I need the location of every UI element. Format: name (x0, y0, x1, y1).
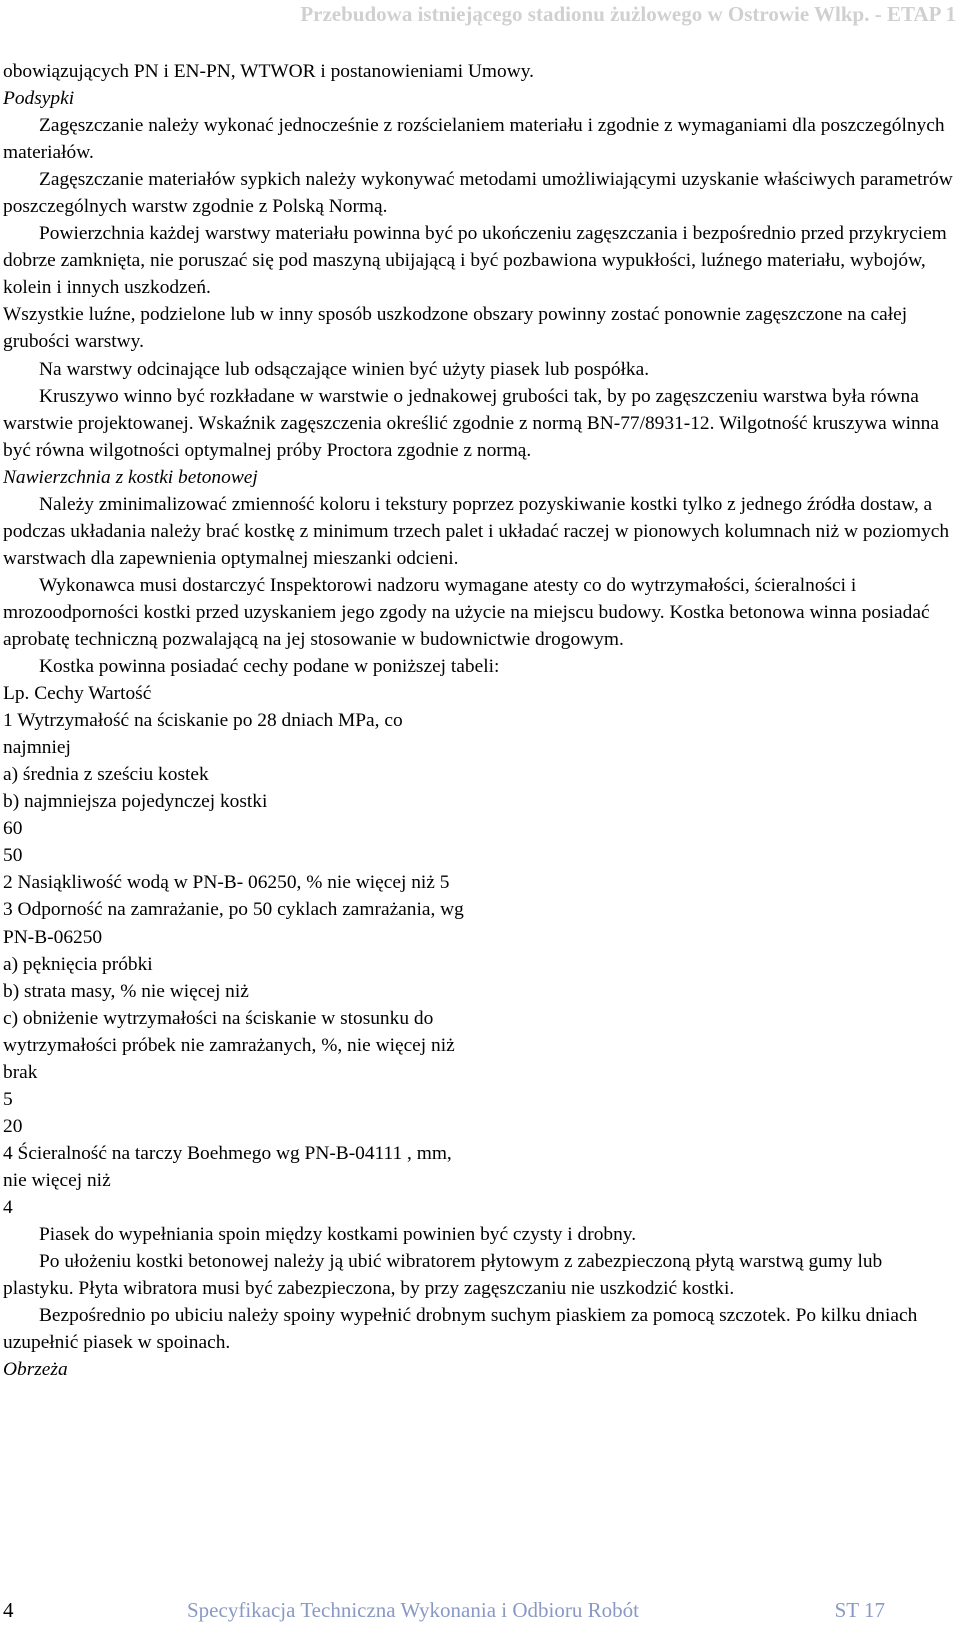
table-line: a) średnia z sześciu kostek (3, 764, 209, 786)
paragraph: Kruszywo winno być rozkładane w warstwie o jednakowej grubości tak, by po zagęszczeniu warstwa była równa warstwie projektowanej. Wskaźnik zagęszczenia określić zgodnie z normą BN-77/8931-12. Wilgotność kruszywa winna być równa wilgotności optymalnej próby Proctora zgodnie z normą. (3, 385, 939, 461)
paragraph: Zagęszczanie materiałów sypkich należy wykonywać metodami umożliwiającymi uzyskanie właściwych parametrów poszczególnych warstw zgodnie z Polską Normą. (3, 169, 953, 218)
paragraph: Piasek do wypełniania spoin między kostkami powinien być czysty i drobny. (39, 1224, 637, 1246)
section-heading-kostka: Nawierzchnia z kostki betonowej (3, 466, 258, 488)
paragraph: Wszystkie luźne, podzielone lub w inny sposób uszkodzone obszary powinny zostać ponownie zagęszczone na całej grubości warstwy. (3, 304, 908, 353)
paragraph: Na warstwy odcinające lub odsączające winien być użyty piasek lub pospółka. (39, 358, 650, 380)
page-footer (3, 1598, 955, 1626)
table-line: 4 Ścieralność na tarczy Boehmego wg PN-B-04111 , mm, (3, 1142, 452, 1164)
table-line: najmniej (3, 737, 71, 759)
table-line: brak (3, 1061, 38, 1083)
paragraph: Należy zminimalizować zmienność koloru i tekstury poprzez pozyskiwanie kostki tylko z jednego źródła dostaw, a podczas układania należy brać kostkę z minimum trzech palet i układać raczej w pionowych kolumnach niż w poziomych warstwach dla zapewnienia optymalnej mieszanki odcieni. (3, 493, 950, 569)
table-line: Lp. Cechy Wartość (3, 683, 152, 705)
properties-table (3, 680, 955, 1221)
section-heading-podsypki: Podsypki (3, 88, 75, 110)
table-line: a) pęknięcia próbki (3, 953, 153, 975)
paragraph: Po ułożeniu kostki betonowej należy ją ubić wibratorem płytowym z zabezpieczoną płytą warstwą gumy lub plastyku. Płyta wibratora musi być zabezpieczona, by przy zagęszczaniu nie uszkodzić kostki. (3, 1251, 883, 1300)
footer-code: ST 17 (834, 1598, 885, 1622)
table-line: 60 (3, 818, 23, 840)
table-line: 2 Nasiąkliwość wodą w PN-B- 06250, % nie więcej niż 5 (3, 872, 450, 894)
footer-title: Specyfikacja Techniczna Wykonania i Odbioru Robót (187, 1598, 639, 1622)
page-header: Przebudowa istniejącego stadionu żużlowego w Ostrowie Wlkp. - ETAP 1 (300, 2, 956, 26)
table-line: 4 (3, 1196, 13, 1218)
table-line: b) najmniejsza pojedynczej kostki (3, 791, 268, 813)
paragraph: Wykonawca musi dostarczyć Inspektorowi nadzoru wymagane atesty co do wytrzymałości, ścieralności i mrozoodporności kostki przed uzyskaniem jego zgody na użycie na miejscu budowy. Kostka betonowa winna posiadać aprobatę techniczną pozwalającą na jej stosowanie w budownictwie drogowym. (3, 574, 930, 650)
table-line: b) strata masy, % nie więcej niż (3, 980, 249, 1002)
table-line: nie więcej niż (3, 1169, 111, 1191)
table-line: 20 (3, 1115, 23, 1137)
table-line: c) obniżenie wytrzymałości na ściskanie w stosunku do (3, 1007, 434, 1029)
table-line: wytrzymałości próbek nie zamrażanych, %, nie więcej niż (3, 1034, 455, 1056)
table-line: 1 Wytrzymałość na ściskanie po 28 dniach MPa, co (3, 710, 403, 732)
document-body (3, 58, 955, 1383)
page-number: 4 (3, 1598, 14, 1622)
table-line: 5 (3, 1088, 13, 1110)
table-line: PN-B-06250 (3, 926, 103, 948)
table-line: 3 Odporność na zamrażanie, po 50 cyklach zamrażania, wg (3, 899, 464, 921)
paragraph: Zagęszczanie należy wykonać jednocześnie z rozścielaniem materiału i zgodnie z wymaganiami dla poszczególnych materiałów. (3, 115, 945, 164)
paragraph-continuation: obowiązujących PN i EN-PN, WTWOR i postanowieniami Umowy. (3, 61, 534, 82)
section-heading-obrzeza: Obrzeża (3, 1359, 68, 1381)
table-line: 50 (3, 845, 23, 867)
paragraph: Kostka powinna posiadać cechy podane w poniższej tabeli: (39, 656, 500, 678)
paragraph: Bezpośrednio po ubiciu należy spoiny wypełnić drobnym suchym piaskiem za pomocą szczotek. Po kilku dniach uzupełnić piasek w spoinach. (3, 1305, 918, 1354)
paragraph: Powierzchnia każdej warstwy materiału powinna być po ukończeniu zagęszczania i bezpośrednio przed przykryciem dobrze zamknięta, nie poruszać się pod maszyną ubijającą i być pozbawiona wypukłości, luźnego materiału, wybojów, kolein i innych uszkodzeń. (3, 223, 947, 299)
